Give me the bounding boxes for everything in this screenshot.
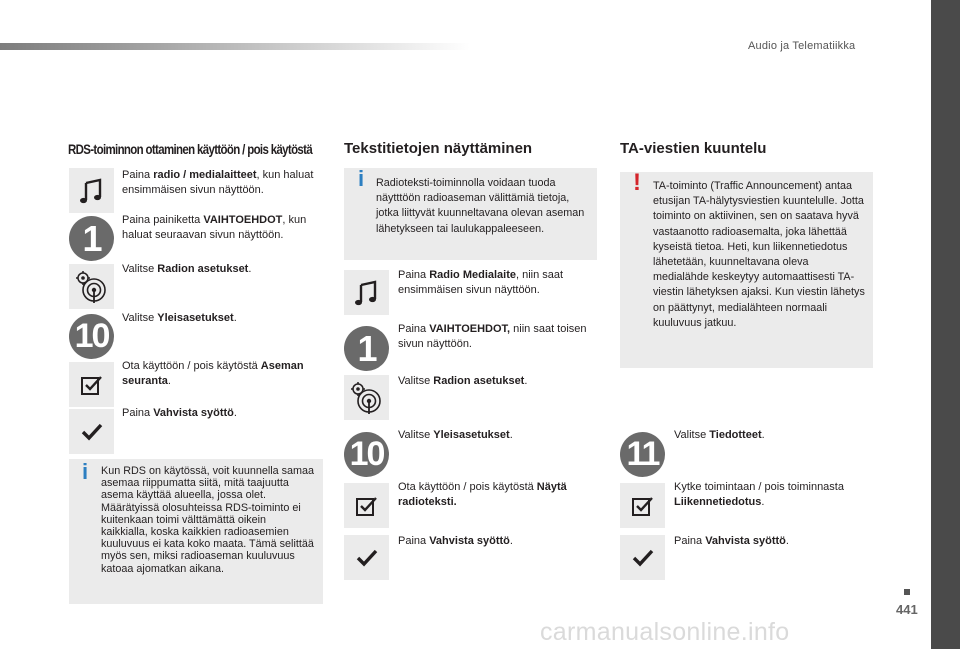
- page-edge-strip: [931, 0, 960, 649]
- checkbox-icon: [69, 362, 114, 407]
- text-step-1: Paina Radio Medialaite, niin saat ensimmäisen sivun näyttöön.: [398, 269, 564, 296]
- page-number: 441: [896, 602, 918, 617]
- step-number-badge: 1: [69, 216, 114, 261]
- ta-warning-box: [620, 169, 873, 368]
- page-marker: [904, 589, 910, 595]
- music-note-icon: [344, 270, 389, 315]
- step-number-badge: 1: [344, 326, 389, 371]
- text-step-6: Paina Vahvista syöttö.: [398, 535, 513, 547]
- rds-step-1: Paina radio / medialaitteet, kun haluat ensimmäisen sivun näyttöön.: [122, 169, 314, 196]
- step-number-badge: 11: [620, 432, 665, 477]
- text-step-4: Valitse Yleisasetukset.: [398, 429, 513, 441]
- checkmark-icon: [344, 535, 389, 580]
- rds-step-4: Valitse Yleisasetukset.: [122, 312, 237, 324]
- radio-settings-icon: [69, 264, 114, 309]
- rds-title: RDS-toiminnon ottaminen käyttöön / pois käytöstä: [68, 141, 313, 157]
- ta-step-3: Paina Vahvista syöttö.: [674, 535, 789, 547]
- ta-warning-text: TA-toiminto (Traffic Announcement) antaa etusijan TA-hälytysviestien kuuntelulle. Jotta toiminto on aktiivinen, sen on saatava hyvä vastaanotto radioasemalta, joka lähettää kyseistä tietoa. Heti, kun liikennetiedotus lähetetään, kuunneltavana oleva medialähde keskeytyy automaattisesti TA-viestin lähetyksen ajaksi. Kun viestin lähetys on päättynyt, medialähteen normaali kuuluvuus jatkuu.: [653, 180, 865, 329]
- checkmark-icon: [69, 409, 114, 454]
- rds-info-text: Kun RDS on käytössä, voit kuunnella samaa asemaa riippumatta siitä, mitä taajuutta asema käyttää alueella, jossa olet. Määrätyissä olosuhteissa RDS-toiminto ei kuitenkaan toimi välttämättä oikein kaikkialla, koska kaikkien radioasemien kuuluvuus ei kata koko maata. Tämä selittää myös sen, miksi radioaseman kuuluvuus katoaa ajomatkan aikana.: [101, 465, 315, 575]
- ta-step-1: Valitse Tiedotteet.: [674, 429, 765, 441]
- info-icon: i: [358, 166, 365, 191]
- ta-step-2: Kytke toimintaan / pois toiminnasta Liikennetiedotus.: [674, 481, 844, 508]
- rds-step-5: Ota käyttöön / pois käytöstä Aseman seuranta.: [122, 360, 304, 387]
- step-number-badge: 10: [344, 432, 389, 477]
- section-title: Audio ja Telematiikka: [748, 40, 856, 52]
- music-note-icon: [69, 168, 114, 213]
- checkmark-icon: [620, 535, 665, 580]
- ta-title: TA-viestien kuuntelu: [620, 140, 767, 157]
- text-step-3: Valitse Radion asetukset.: [398, 375, 528, 387]
- step-number-badge: 10: [69, 314, 114, 359]
- rds-info-box: [69, 459, 323, 604]
- radio-settings-icon: [344, 375, 389, 420]
- rds-step-6: Paina Vahvista syöttö.: [122, 407, 237, 419]
- warning-icon: !: [633, 169, 641, 196]
- checkbox-icon: [620, 483, 665, 528]
- rds-step-2: Paina painiketta VAIHTOEHDOT, kun haluat seuraavan sivun näyttöön.: [122, 214, 307, 241]
- text-step-2: Paina VAIHTOEHDOT, niin saat toisen sivun näyttöön.: [398, 323, 587, 350]
- checkbox-icon: [344, 483, 389, 528]
- text-info-text: Radioteksti-toiminnolla voidaan tuoda näytttöön radioaseman välittämiä tietoja, jotka liittyvät kuunneltavana olevan aseman lähetykseen tai laulukappaleeseen.: [376, 177, 585, 235]
- info-icon: i: [82, 459, 89, 484]
- header-decor-bar: [0, 43, 470, 50]
- text-info-box: [344, 168, 597, 260]
- text-step-5: Ota käyttöön / pois käytöstä Näytä radioteksti.: [398, 481, 567, 508]
- rds-step-3: Valitse Radion asetukset.: [122, 263, 252, 275]
- text-title: Tekstitietojen näyttäminen: [344, 140, 533, 157]
- watermark: carmanualsonline.info: [540, 618, 790, 646]
